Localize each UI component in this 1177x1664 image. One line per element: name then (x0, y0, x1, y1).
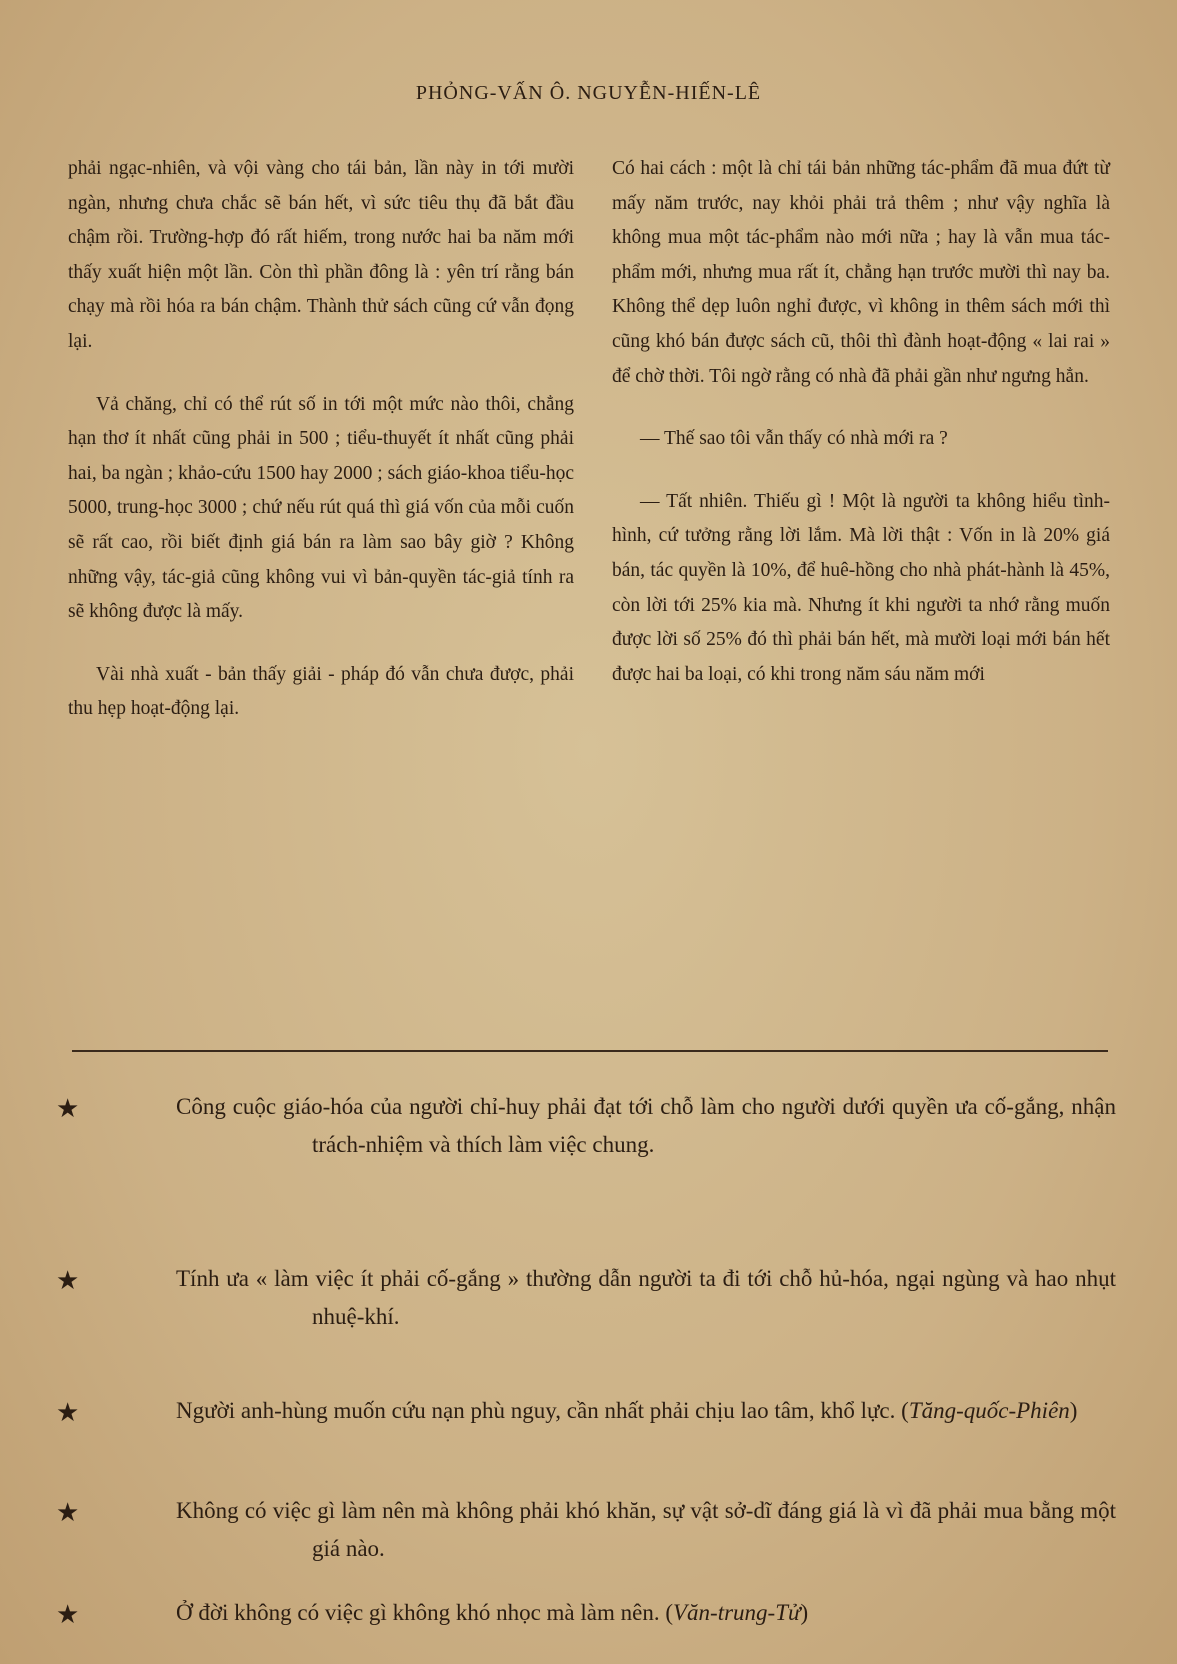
paragraph: phải ngạc-nhiên, và vội vàng cho tái bản, lần này in tới mười ngàn, nhưng chưa chắc sẽ bán hết, vì sức tiêu thụ đã bắt đầu chậm rồi. Trường-hợp đó rất hiếm, trong nước hai ba năm mới thấy xuất hiện một lần. Còn thì phần đông là : yên trí rằng bán chạy mà rồi hóa ra bán chậm. Thành thử sách cũng cứ vẫn đọng lại. (68, 158, 574, 352)
running-header: PHỎNG-VẤN Ô. NGUYỄN-HIẾN-LÊ (415, 82, 762, 104)
dialogue-answer: — Tất nhiên. Thiếu gì ! Một là người ta không hiểu tình-hình, cứ tưởng rằng lời lắm. Mà lời thật : Vốn in là 20% giá bán, tác quyền là 10%, để huê-hồng cho nhà phát-hành là 45%, còn lời tới 25% kia mà. Nhưng ít khi người ta nhớ rằng muốn được lời số 25% đó thì phải bán hết, mà mười loại mới bán hết được hai ba loại, có khi trong năm sáu năm mới (612, 490, 1110, 685)
quote-item (56, 1260, 1116, 1336)
star-icon: ★ (56, 1266, 80, 1295)
left-text-column (68, 152, 574, 755)
quote-text: Tính ưa « làm việc ít phải cố-gắng » thường dẫn người ta đi tới chỗ hủ-hóa, ngại ngùng và hao nhụt nhuệ-khí. (176, 1266, 1116, 1329)
quote-source: Tăng-quốc-Phiên (908, 1398, 1070, 1423)
star-icon: ★ (56, 1498, 80, 1527)
star-icon: ★ (56, 1600, 80, 1629)
quote-body: Người anh-hùng muốn cứu nạn phù nguy, cần nhất phải chịu lao tâm, khổ lực. ( (176, 1398, 909, 1423)
quote-item (56, 1594, 1116, 1632)
quote-close: ) (800, 1600, 809, 1625)
quote-text (176, 1392, 1116, 1430)
quote-item (56, 1392, 1116, 1430)
right-text-column (612, 152, 1110, 720)
quote-item (56, 1492, 1116, 1568)
section-divider (72, 1050, 1108, 1052)
quote-text (176, 1594, 1116, 1632)
quote-source: Văn-trung-Tử (672, 1600, 801, 1625)
quote-item (56, 1088, 1116, 1164)
dialogue-question: — Thế sao tôi vẫn thấy có nhà mới ra ? (640, 428, 948, 450)
quote-text: Không có việc gì làm nên mà không phải khó khăn, sự vật sở-dĩ đáng giá là vì đã phải mua bằng một giá nào. (176, 1498, 1116, 1561)
quote-text: Công cuộc giáo-hóa của người chỉ-huy phải đạt tới chỗ làm cho người dưới quyền ưa cố-gắng, nhận trách-nhiệm và thích làm việc chung. (176, 1094, 1116, 1157)
star-icon: ★ (56, 1094, 80, 1123)
paragraph: Vả chăng, chỉ có thể rút số in tới một mức nào thôi, chẳng hạn thơ ít nhất cũng phải in 500 ; tiểu-thuyết ít nhất cũng phải hai, ba ngàn ; khảo-cứu 1500 hay 2000 ; sách giáo-khoa tiểu-học 5000, trung-học 3000 ; chứ nếu rút quá thì giá vốn của mỗi cuốn sẽ rất cao, rồi biết định giá bán ra làm sao bây giờ ? Không những vậy, tác-giả cũng không vui vì bản-quyền tác-giả tính ra sẽ không được là mấy. (68, 393, 574, 623)
paragraph: Vài nhà xuất - bản thấy giải - pháp đó vẫn chưa được, phải thu hẹp hoạt-động lại. (68, 663, 574, 720)
star-icon: ★ (56, 1398, 80, 1427)
paragraph: Có hai cách : một là chỉ tái bản những tác-phẩm đã mua đứt từ mấy năm trước, nay khỏi phải trả thêm ; như vậy nghĩa là không mua một tác-phẩm nào mới nữa ; hay là vẫn mua tác-phẩm mới, nhưng mua rất ít, chẳng hạn trước mười thì nay ba. Không thể dẹp luôn nghỉ được, vì không in thêm sách mới thì cũng khó bán được sách cũ, thôi thì đành hoạt-động « lai rai » để chờ thời. Tôi ngờ rằng có nhà đã phải gần như ngưng hẳn. (612, 158, 1110, 387)
quote-body: Ở đời không có việc gì không khó nhọc mà làm nên. ( (176, 1600, 673, 1625)
quote-close: ) (1069, 1398, 1078, 1423)
